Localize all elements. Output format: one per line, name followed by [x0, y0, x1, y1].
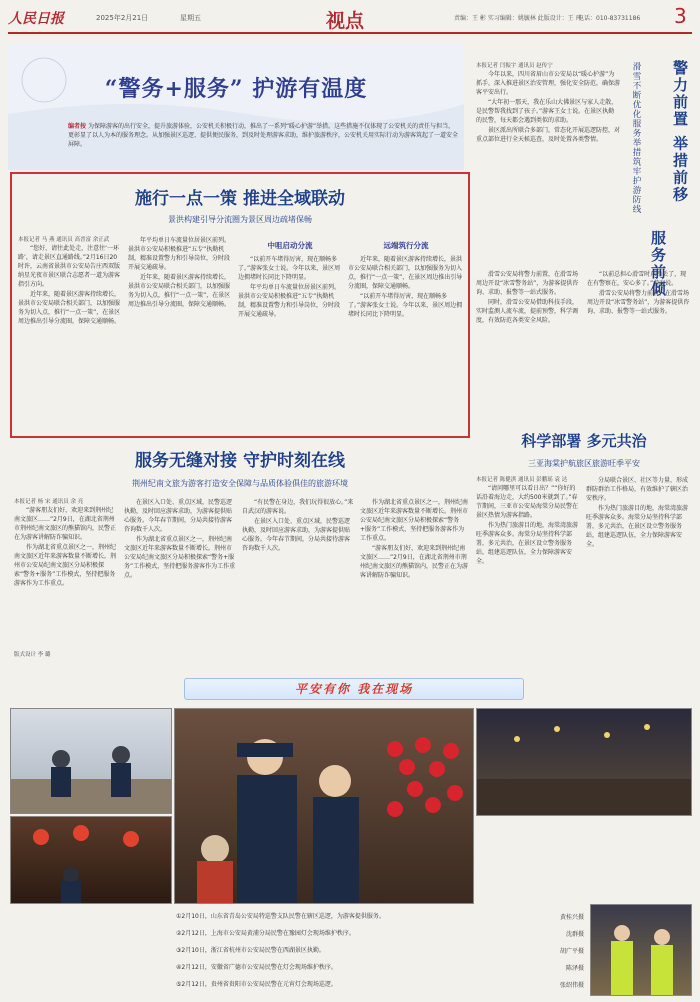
article-column [14, 498, 118, 662]
article-column [128, 236, 232, 432]
caption-row [176, 946, 584, 955]
article-paragraph: “游客朋友们好，欢迎来到荆州纪南文旅区……”2月9日，在湖北省荆州市荆州纪南文旅区的熊猫馆内，民警正在为游客讲解防诈骗知识。 [14, 507, 117, 541]
desk-phone: 电话：010-83731186 [578, 15, 641, 22]
article-subtitle: 景洪构建引导分流圈为景区周边疏堵保畅 [168, 215, 312, 224]
photo-5 [590, 904, 692, 996]
photo-caption: ⑤2月12日，贵州省贵阳市公安局民警在元宵灯会现场巡逻。 [176, 981, 337, 988]
article-paragraph: “大年初一那天，我在乐山大佛景区与家人走散，是民警帮我找到了孩子。”游客王女士说。在景区执勤的民警，每天都会遇到类似的求助。 [476, 99, 618, 124]
masthead [8, 4, 692, 34]
article-paragraph: “请问哪里可以看日出？”“你好的话沿着海边走，大约500米就到了。”春节期间，三亚市公安局海棠分局民警在景区热情为游客指路。 [476, 485, 579, 519]
article-subtitle: 荆州纪南文旅为游客打造安全保障与品质体验俱佳的旅游环境 [132, 479, 348, 488]
article-paragraph: 同时，滑雪公安局借助科技手段，实时监测人流车流，提前预警，科学调度，有效防范各类安全风险。 [476, 299, 579, 324]
article-paragraph: 滑雪公安局将警力前置，在滑雪场周边开设“冰雪警务站”，为游客提供咨询、求助、报警等一站式服务。 [587, 290, 690, 315]
article-paragraph: 作为湖北省重点景区之一，荆州纪南文旅区近年来游客数量不断增长。荆州市公安局纪南文旅区分局积极探索“警务+服务”工作模式，坚持把服务游客作为工作重点。 [14, 544, 117, 587]
photo-feature-title: 平安有你 我在现场 [184, 678, 524, 700]
caption-row [176, 929, 584, 938]
article-paragraph: 滑雪公安局将警力前置，在滑雪场周边开设“冰雪警务站”，为游客提供咨询、求助、报警等一站式服务。 [476, 271, 579, 296]
article-paragraph: 近年来，随着景区游客持续增长，景洪市公安局联合相关部门，以加强服务为切入点，推行“一点一策”，在景区周边推出引导分流圈，保障交通顺畅。 [128, 274, 231, 308]
photo-credit: 沈群摄 [565, 931, 584, 938]
article-column [348, 236, 464, 432]
article-byline: 本报记者 闫振宇 通讯员 赵传宁 [476, 63, 553, 69]
article-column [360, 498, 470, 664]
photo-caption: ④2月12日，安徽省广德市公安局民警在灯会现场维护秩序。 [176, 964, 337, 971]
article-subtitle: 三亚海棠护航旅区旅游旺季平安 [528, 459, 640, 468]
article-paragraph: 今年以来，四川省眉山市公安局以“暖心护游”为抓手，深入推进景区治安管理，强化安全防范，确保游客平安出行。 [476, 71, 620, 96]
article-paragraph: 景区派出所联合多部门，常态化开展巡逻防控，对重点部位进行全天候巡查，及时处置各类警情。 [476, 127, 620, 143]
article-paragraph: 分局联合景区、社区等力量，形成群防群治工作格局，有效维护了辖区治安秩序。 [586, 477, 689, 502]
crowd-at-lantern-festival-photo [477, 709, 692, 816]
article-subhead: 中咀启动分流 [267, 241, 313, 250]
article-paragraph: “以前总担心滑雪时东西丢了，现在有警察在，安心多了。”游客说。 [587, 271, 687, 287]
article-title: 施行一点一策 推进全域联动 [135, 189, 345, 209]
article-paragraph: “有民警在身边，我们玩得很放心。”来自武汉的游客说。 [242, 499, 354, 515]
editor-credits: 责编：王 彬 实习编辑：姚毓林 此版设计：王 玮 [454, 15, 582, 22]
banner-decoration [8, 44, 464, 170]
article-paragraph: 作为湖北省重点景区之一，荆州纪南文旅区近年来游客数量不断增长。荆州市公安局纪南文旅区分局积极探索“警务+服务”工作模式，坚持把服务游客作为工作重点。 [360, 499, 469, 542]
photo-4 [476, 708, 692, 816]
article-paragraph: 年平均单日车流量位居景区前列。景洪市公安局积极推进“五专”执勤机制，精准设置警力和引导岗位，分时段开展交通疏导。 [128, 237, 231, 271]
photo-credit: 黄桂兴摄 [559, 914, 584, 921]
section-title: 视点 [326, 10, 365, 32]
issue-weekday: 星期五 [180, 14, 201, 22]
article-column [124, 498, 236, 664]
article-column [238, 236, 342, 432]
article-paragraph: 作为热门旅游目的地，海棠湾旅游旺季游客众多。海棠分局坚持科学部署，多元共治，在景区设立警务服务站，组建巡逻队伍，全力保障游客安全。 [476, 522, 579, 565]
photo-2 [10, 816, 172, 904]
article-title: 科学部署 多元共治 [521, 432, 647, 450]
banner-title: “警务+服务” 护游有温度 [104, 76, 368, 102]
night-lanterns-photo [11, 817, 172, 904]
issue-date: 2025年2月21日 [96, 14, 149, 22]
photo-caption: ③2月10日，浙江省杭州市公安局民警在西湖景区执勤。 [176, 947, 325, 954]
article-paragraph: 在景区入口处、重点区域，民警巡逻执勤，及时回应游客求助，为游客提供贴心服务。今年春节期间，分局共接待游客咨询数千人次。 [242, 518, 351, 552]
vertical-title-line-2: 服务前倾 [649, 230, 667, 298]
article-paragraph: 近年来，随着景区游客持续增长，景洪市公安局联合相关部门，以加强服务为切入点，推行“一点一策”，在景区周边推出引导分流圈，保障交通顺畅。 [18, 291, 121, 325]
article-column [586, 476, 692, 664]
photo-3 [174, 708, 474, 904]
caption-row [176, 980, 584, 989]
photo-caption: ①2月10日，山东省青岛公安局特巡警支队民警在辖区巡逻，为游客提供服务。 [176, 913, 385, 920]
page-number: 3 [674, 4, 687, 28]
editor-note-label: 编者按 [68, 123, 87, 130]
article-column [476, 270, 692, 420]
photo-credit: 陈泽摄 [565, 965, 584, 972]
photo-credit: 胡广平摄 [559, 948, 584, 955]
article-title: 服务无缝对接 守护时刻在线 [135, 451, 345, 471]
officers-in-reflective-vests-photo [591, 905, 692, 996]
editor-note-text: 为保障游客的出行安全，提升旅游体验，公安机关积极行动，推出了一系列“暖心护游”举措。这些措施不仅体现了公安机关的责任与担当，更彰显了以人为本的服务理念。从加强景区巡逻、提供便民服务，到及时处理游客求助，维护旅游秩序，公安机关用实际行动为游客筑起了一道安全屏障。 [68, 123, 459, 148]
article-column [242, 498, 354, 664]
article-paragraph: 年平均单日车流量位居景区前列。景洪市公安局积极推进“五专”执勤机制，精准设置警力和引导岗位，分时段开展交通疏导。 [238, 284, 341, 318]
article-byline: 本报记者 马 燕 通讯员 高晋富 余正武 [18, 237, 110, 243]
police-patrol-photo [11, 709, 172, 814]
article-byline: 本报记者 杨 宋 通讯员 余 亮 [14, 499, 84, 505]
photo-captions [176, 912, 584, 989]
article-column [476, 476, 580, 664]
article-paragraph: 在景区入口处、重点区域，民警巡逻执勤，及时回应游客求助，为游客提供贴心服务。今年春节期间，分局共接待游客咨询数千人次。 [124, 499, 233, 533]
article-paragraph: 近年来，随着景区游客持续增长，景洪市公安局联合相关部门，以加强服务为切入点，推行“一点一策”，在景区周边推出引导分流圈，保障交通顺畅。 [348, 256, 463, 290]
article-paragraph: “以前开车堵得厉害，现在顺畅多了。”游客张女士说。今年以来，景区周边拥堵时长同比下降明显。 [238, 256, 341, 281]
article-paragraph: 作为湖北省重点景区之一，荆州纪南文旅区近年来游客数量不断增长。荆州市公安局纪南文旅区分局积极探索“警务+服务”工作模式，坚持把服务游客作为工作重点。 [124, 536, 236, 579]
layout-credit: 版式设计 李 璐 [14, 652, 51, 658]
vertical-subtitle: 滑雪不断优化服务举措筑牢护游防线 [631, 62, 641, 214]
editor-note [68, 122, 460, 149]
photo-credit: 张绍伟摄 [559, 982, 584, 989]
photo-1 [10, 708, 172, 814]
caption-row [176, 963, 584, 972]
newspaper-logo: 人民日报 [8, 11, 64, 27]
vertical-title-line-1: 警力前置 举措前移 [671, 60, 689, 204]
officers-with-candied-haws-photo [175, 709, 474, 904]
article-jinghong [10, 172, 470, 438]
photo-feature-header [8, 672, 692, 708]
article-column [18, 236, 122, 432]
article-byline: 本报记者 陈健淇 通讯员 彭鹏瑶 袁 达 [476, 477, 568, 483]
article-paragraph: “您好，请往此处走，注意往‘一环路’，请走景区直通路线。”2月16日20时许，云南省景洪市公安局告庄西双版纳星光夜市景区联合志愿者一道为游客指引方向。 [18, 245, 121, 288]
article-paragraph: 作为热门旅游目的地，海棠湾旅游旺季游客众多。海棠分局坚持科学部署，多元共治，在景区设立警务服务站，组建巡逻队伍，全力保障游客安全。 [586, 505, 689, 548]
article-paragraph: “游客朋友们好，欢迎来到荆州纪南文旅区……”2月9日，在湖北省荆州市荆州纪南文旅区的熊猫馆内，民警正在为游客讲解防诈骗知识。 [360, 545, 469, 579]
caption-row [176, 912, 584, 921]
feature-banner [8, 44, 464, 170]
article-paragraph: “以前开车堵得厉害，现在顺畅多了。”游客张女士说。今年以来，景区周边拥堵时长同比下降明显。 [348, 293, 463, 318]
photo-caption: ②2月12日，上海市公安局黄浦分局民警在豫园灯会现场维护秩序。 [176, 930, 355, 937]
article-subhead: 远端筑行分流 [383, 241, 429, 250]
